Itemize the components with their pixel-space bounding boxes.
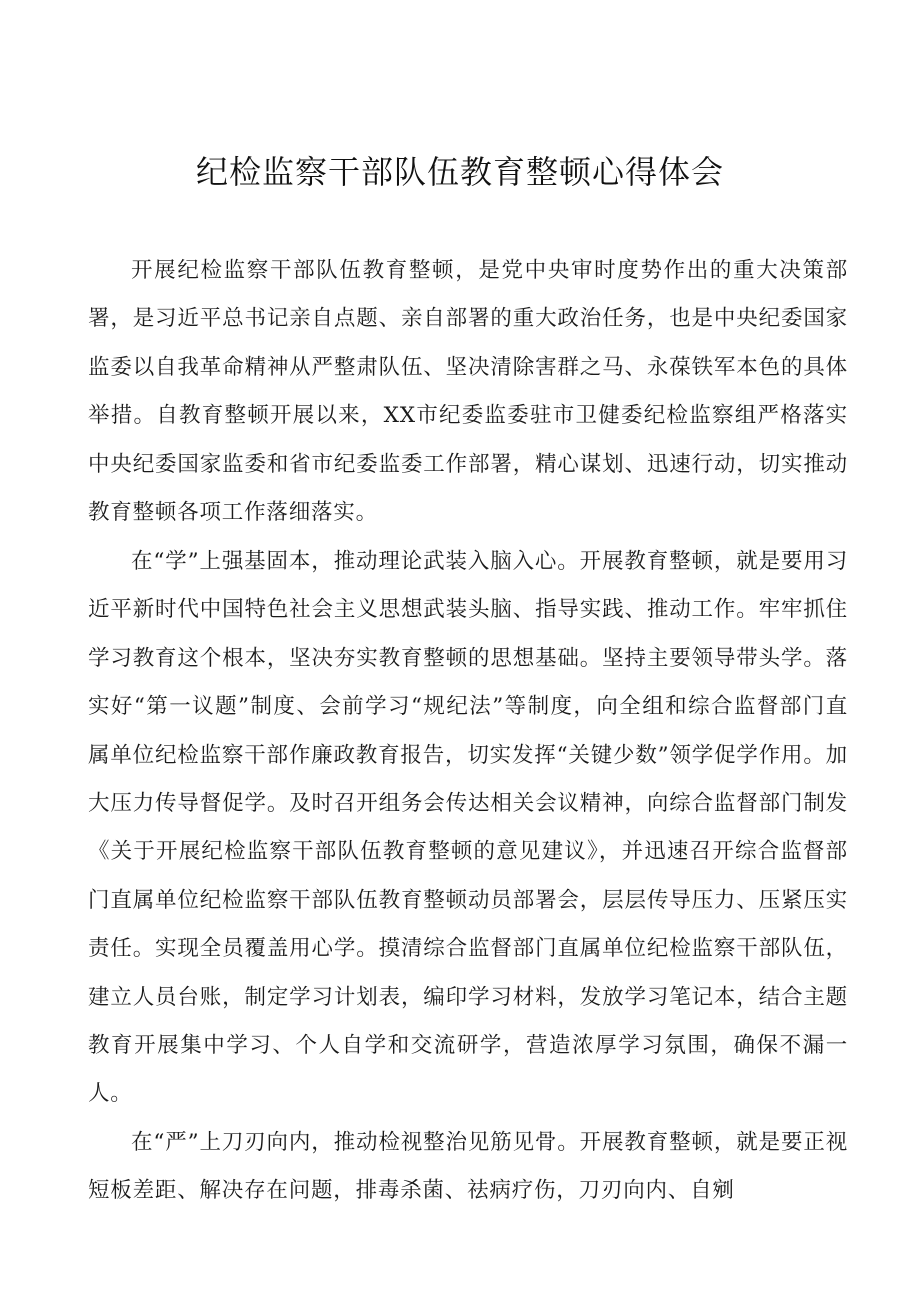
document-title: 纪检监察干部队伍教育整顿心得体会 [195, 153, 724, 191]
paragraph-study: 在“学”上强基固本，推动理论武装入脑入心。开展教育整顿，就是要用习近平新时代中国特色社会主义思想武装头脑、指导实践、推动工作。牢牢抓住学习教育这个根本，坚决夯实教育整顿的思想基础。坚持主要领导带头学。落实好“第一议题”制度、会前学习“规纪法”等制度，向全组和综合监督部门直属单位纪检监察干部作廉政教育报告，切实发挥“关键少数”领学促学作用。加大压力传导督促学。及时召开组务会传达相关会议精神，向综合监督部门制发《关于开展纪检监察干部队伍教育整顿的意见建议》，并迅速召开综合监督部门直属单位纪检监察干部队伍教育整顿动员部署会，层层传导压力、压紧压实责任。实现全员覆盖用心学。摸清综合监督部门直属单位纪检监察干部队伍，建立人员台账，制定学习计划表，编印学习材料，发放学习笔记本，结合主题教育开展集中学习、个人自学和交流研学，营造浓厚学习氛围，确保不漏一人。 [88, 549, 848, 1107]
paragraph-introduction: 开展纪检监察干部队伍教育整顿，是党中央审时度势作出的重大决策部署，是习近平总书记亲自点题、亲自部署的重大政治任务，也是中央纪委国家监委以自我革命精神从严整肃队伍、坚决清除害群之马、永葆铁军本色的具体举措。自教育整顿开展以来，XX市纪委监委驻市卫健委纪检监察组严格落实中央纪委国家监委和省市纪委监委工作部署，精心谋划、迅速行动，切实推动教育整顿各项工作落细落实。 [88, 258, 848, 526]
paragraph-strict: 在“严”上刀刃向内，推动检视整治见筋见骨。开展教育整顿，就是要正视短板差距、解决存在问题，排毒杀菌、祛病疗伤，刀刃向内、自剜 [88, 1130, 848, 1204]
